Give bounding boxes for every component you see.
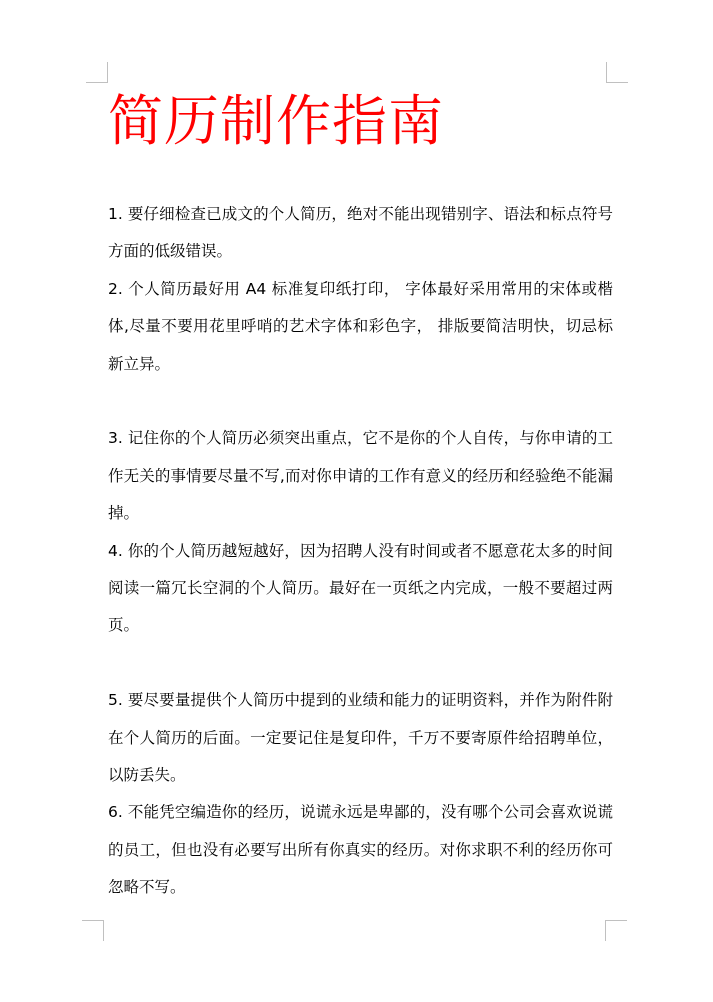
margin-corner-mark-bottom-left	[82, 920, 104, 941]
margin-corner-mark-top-right	[606, 62, 628, 83]
paragraph-5: 5. 要尽要量提供个人简历中提到的业绩和能力的证明资料，并作为附件附在个人简历的后面。一定要记住是复印件，千万不要寄原件给招聘单位，以防丢失。	[108, 691, 613, 785]
paragraph-4: 4. 你的个人简历越短越好，因为招聘人没有时间或者不愿意花太多的时间阅读一篇冗长空洞的个人简历。最好在一页纸之内完成，一般不要超过两页。	[108, 541, 613, 635]
margin-corner-mark-top-left	[86, 62, 108, 83]
empty-line	[108, 645, 613, 682]
empty-line	[108, 383, 613, 420]
margin-corner-mark-bottom-right	[605, 920, 627, 941]
paragraph-2: 2. 个人简历最好用 A4 标准复印纸打印， 字体最好采用常用的宋体或楷体,尽量不要用花里呼哨的艺术字体和彩色字， 排版要简洁明快，切忌标新立异。	[108, 279, 613, 373]
paragraph-3: 3. 记住你的个人简历必须突出重点，它不是你的个人自传，与你申请的工作无关的事情要尽量不写,而对你申请的工作有意义的经历和经验绝不能漏掉。	[108, 429, 613, 523]
document-title: 简历制作指南	[108, 89, 445, 153]
document-body	[108, 196, 613, 907]
paragraph-6: 6. 不能凭空编造你的经历，说谎永远是卑鄙的，没有哪个公司会喜欢说谎的员工，但也没有必要写出所有你真实的经历。对你求职不利的经历你可忽略不写。	[108, 803, 613, 897]
paragraph-1: 1. 要仔细检查已成文的个人简历，绝对不能出现错别字、语法和标点符号方面的低级错误。	[108, 205, 613, 261]
